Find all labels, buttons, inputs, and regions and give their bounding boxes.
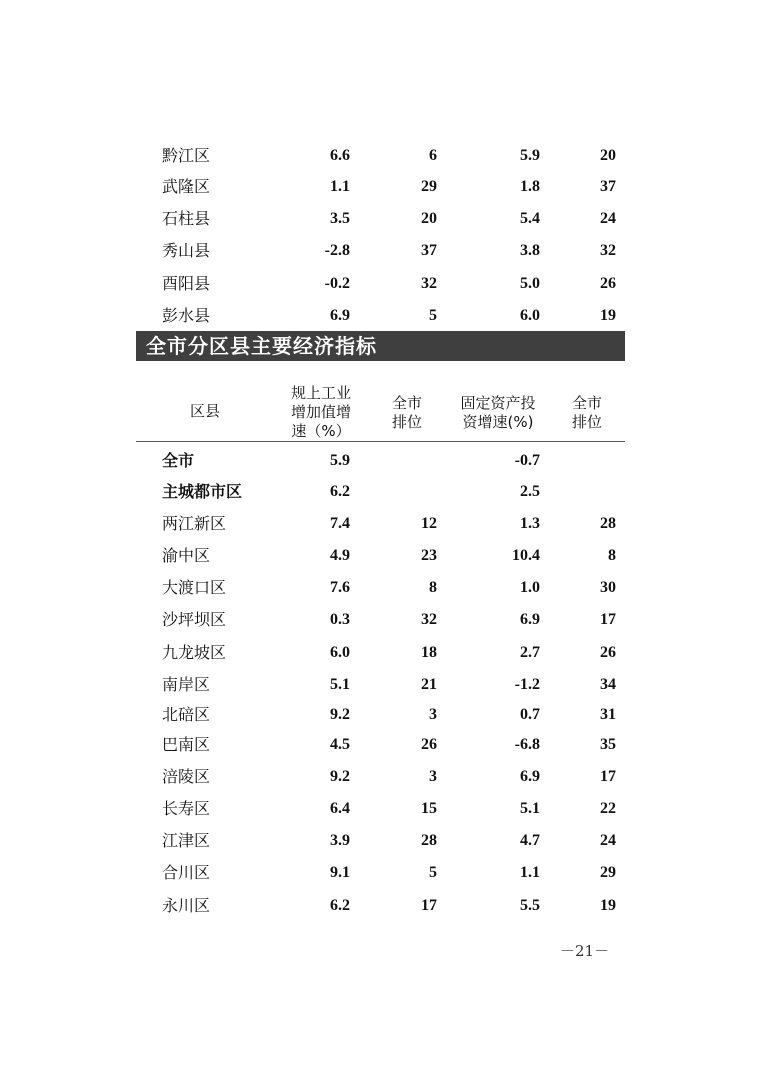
header-industry-growth: 规上工业 增加值增 速（%） bbox=[290, 384, 351, 440]
district-name: 长寿区 bbox=[162, 799, 211, 818]
industry-growth-value: 7.6 bbox=[330, 579, 350, 596]
district-name: 石柱县 bbox=[162, 209, 211, 228]
industry-growth-value: 4.9 bbox=[330, 547, 350, 564]
industry-growth-value: -0.2 bbox=[324, 275, 350, 292]
investment-growth-value: 6.0 bbox=[520, 307, 540, 324]
district-name: 秀山县 bbox=[162, 241, 211, 260]
investment-growth-value: 6.9 bbox=[520, 611, 540, 628]
table-row bbox=[136, 638, 626, 668]
industry-rank-value: 5 bbox=[429, 307, 437, 324]
investment-rank-value: 17 bbox=[600, 768, 616, 785]
table-row bbox=[136, 605, 626, 635]
table-row bbox=[136, 670, 626, 700]
industry-rank-value: 29 bbox=[421, 178, 437, 195]
district-name: 黔江区 bbox=[162, 146, 211, 165]
investment-rank-value: 28 bbox=[600, 515, 616, 532]
investment-rank-value: 26 bbox=[600, 644, 616, 661]
industry-rank-value: 26 bbox=[421, 736, 437, 753]
investment-rank-value: 22 bbox=[600, 800, 616, 817]
investment-growth-value: 5.0 bbox=[520, 275, 540, 292]
header-investment-growth: 固定资产投 资增速(%) bbox=[460, 394, 536, 431]
industry-rank-value: 8 bbox=[429, 579, 437, 596]
table-row bbox=[136, 446, 626, 476]
table-row bbox=[136, 794, 626, 824]
investment-growth-value: -0.7 bbox=[514, 452, 540, 469]
investment-growth-value: 5.5 bbox=[520, 897, 540, 914]
industry-rank-value: 3 bbox=[429, 768, 437, 785]
investment-rank-value: 17 bbox=[600, 611, 616, 628]
industry-growth-value: 6.9 bbox=[330, 307, 350, 324]
industry-growth-value: 6.4 bbox=[330, 800, 350, 817]
investment-growth-value: 2.7 bbox=[520, 644, 540, 661]
investment-growth-value: 5.4 bbox=[520, 210, 540, 227]
investment-growth-value: 1.3 bbox=[520, 515, 540, 532]
investment-rank-value: 34 bbox=[600, 676, 616, 693]
district-name: 合川区 bbox=[162, 863, 211, 882]
industry-growth-value: 1.1 bbox=[330, 178, 350, 195]
investment-rank-value: 19 bbox=[600, 307, 616, 324]
table-row bbox=[136, 700, 626, 730]
investment-growth-value: 10.4 bbox=[512, 547, 540, 564]
investment-rank-value: 35 bbox=[600, 736, 616, 753]
header-city-rank-2: 全市 排位 bbox=[571, 394, 602, 431]
investment-growth-value: 4.7 bbox=[520, 832, 540, 849]
industry-rank-value: 6 bbox=[429, 147, 437, 164]
industry-rank-value: 37 bbox=[421, 242, 437, 259]
table-row bbox=[136, 858, 626, 888]
investment-growth-value: 1.8 bbox=[520, 178, 540, 195]
district-name: 大渡口区 bbox=[162, 578, 227, 597]
industry-rank-value: 17 bbox=[421, 897, 437, 914]
table-row bbox=[136, 477, 626, 507]
table-row bbox=[136, 762, 626, 792]
investment-rank-value: 8 bbox=[608, 547, 616, 564]
industry-rank-value: 5 bbox=[429, 864, 437, 881]
industry-growth-value: -2.8 bbox=[324, 242, 350, 259]
industry-growth-value: 5.9 bbox=[330, 452, 350, 469]
investment-growth-value: 5.9 bbox=[520, 147, 540, 164]
industry-growth-value: 9.2 bbox=[330, 706, 350, 723]
table-row bbox=[136, 141, 626, 171]
table-row bbox=[136, 509, 626, 539]
industry-rank-value: 21 bbox=[421, 676, 437, 693]
investment-rank-value: 29 bbox=[600, 864, 616, 881]
table-row bbox=[136, 204, 626, 234]
header-city-rank-1: 全市 排位 bbox=[391, 394, 422, 431]
header-district: 区县 bbox=[189, 402, 220, 420]
investment-growth-value: 0.7 bbox=[520, 706, 540, 723]
district-name: 九龙坡区 bbox=[162, 643, 227, 662]
industry-growth-value: 6.6 bbox=[330, 147, 350, 164]
district-name: 南岸区 bbox=[162, 675, 211, 694]
industry-rank-value: 32 bbox=[421, 611, 437, 628]
investment-growth-value: 1.1 bbox=[520, 864, 540, 881]
investment-rank-value: 30 bbox=[600, 579, 616, 596]
table-row bbox=[136, 826, 626, 856]
district-name: 主城都市区 bbox=[162, 482, 243, 501]
district-name: 两江新区 bbox=[162, 514, 227, 533]
district-name: 武隆区 bbox=[162, 177, 211, 196]
investment-growth-value: 3.8 bbox=[520, 242, 540, 259]
district-name: 彭水县 bbox=[162, 306, 211, 325]
industry-growth-value: 6.2 bbox=[330, 897, 350, 914]
table-row bbox=[136, 236, 626, 266]
district-name: 江津区 bbox=[162, 831, 211, 850]
page-number: －21－ bbox=[560, 942, 610, 960]
industry-rank-value: 18 bbox=[421, 644, 437, 661]
investment-growth-value: 1.0 bbox=[520, 579, 540, 596]
investment-rank-value: 20 bbox=[600, 147, 616, 164]
industry-growth-value: 5.1 bbox=[330, 676, 350, 693]
industry-growth-value: 3.5 bbox=[330, 210, 350, 227]
table-row bbox=[136, 172, 626, 202]
district-name: 巴南区 bbox=[162, 735, 211, 754]
table-row bbox=[136, 891, 626, 921]
investment-rank-value: 19 bbox=[600, 897, 616, 914]
district-name: 渝中区 bbox=[162, 546, 211, 565]
industry-growth-value: 9.2 bbox=[330, 768, 350, 785]
investment-rank-value: 24 bbox=[600, 832, 616, 849]
investment-growth-value: 6.9 bbox=[520, 768, 540, 785]
industry-growth-value: 7.4 bbox=[330, 515, 350, 532]
section-title-banner: 全市分区县主要经济指标 bbox=[136, 331, 625, 361]
district-name: 永川区 bbox=[162, 896, 211, 915]
table-row bbox=[136, 573, 626, 603]
header-divider bbox=[136, 441, 625, 442]
investment-rank-value: 32 bbox=[600, 242, 616, 259]
industry-rank-value: 3 bbox=[429, 706, 437, 723]
table-row bbox=[136, 730, 626, 760]
district-name: 涪陵区 bbox=[162, 767, 211, 786]
industry-growth-value: 6.2 bbox=[330, 483, 350, 500]
table-row bbox=[136, 541, 626, 571]
investment-rank-value: 26 bbox=[600, 275, 616, 292]
investment-rank-value: 31 bbox=[600, 706, 616, 723]
industry-rank-value: 12 bbox=[421, 515, 437, 532]
investment-growth-value: 5.1 bbox=[520, 800, 540, 817]
district-name: 酉阳县 bbox=[162, 274, 211, 293]
industry-rank-value: 32 bbox=[421, 275, 437, 292]
table-row bbox=[136, 301, 626, 331]
investment-rank-value: 24 bbox=[600, 210, 616, 227]
industry-rank-value: 15 bbox=[421, 800, 437, 817]
industry-growth-value: 6.0 bbox=[330, 644, 350, 661]
industry-growth-value: 9.1 bbox=[330, 864, 350, 881]
investment-growth-value: 2.5 bbox=[520, 483, 540, 500]
district-name: 北碚区 bbox=[162, 705, 211, 724]
investment-growth-value: -6.8 bbox=[514, 736, 540, 753]
district-name: 沙坪坝区 bbox=[162, 610, 227, 629]
investment-rank-value: 37 bbox=[600, 178, 616, 195]
industry-rank-value: 28 bbox=[421, 832, 437, 849]
district-name: 全市 bbox=[162, 451, 195, 470]
industry-growth-value: 4.5 bbox=[330, 736, 350, 753]
industry-growth-value: 0.3 bbox=[330, 611, 350, 628]
investment-growth-value: -1.2 bbox=[514, 676, 540, 693]
industry-growth-value: 3.9 bbox=[330, 832, 350, 849]
industry-rank-value: 23 bbox=[421, 547, 437, 564]
industry-rank-value: 20 bbox=[421, 210, 437, 227]
table-row bbox=[136, 269, 626, 299]
